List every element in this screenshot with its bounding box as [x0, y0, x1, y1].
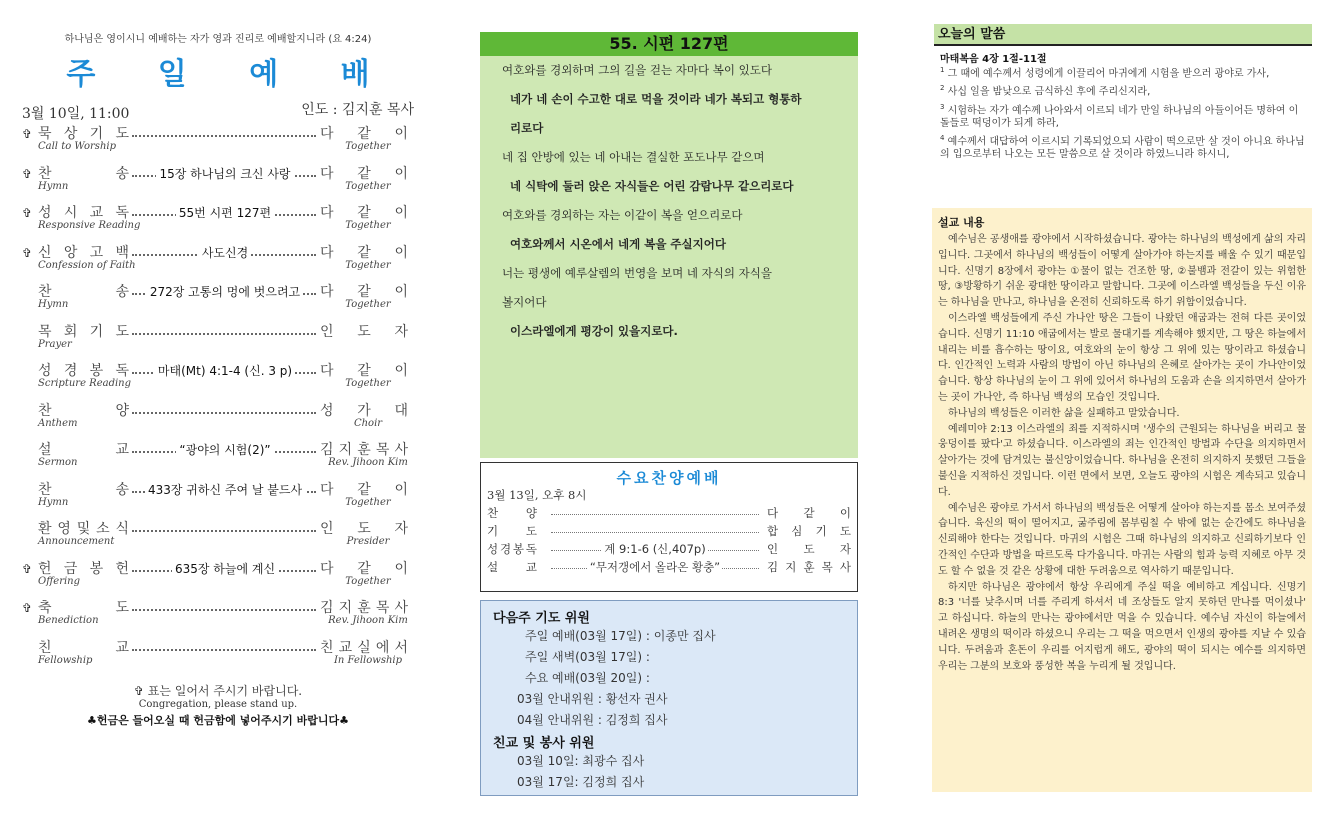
title-char: 회 [63, 323, 79, 340]
title-char: 독 [115, 205, 130, 221]
item-leader [320, 321, 408, 341]
title-char: 묵 [38, 126, 53, 142]
item-leader [320, 360, 408, 380]
item-title-korean [38, 281, 130, 301]
title-char: 찬 [38, 165, 53, 182]
responsive-reading-panel [480, 32, 858, 458]
item-detail [130, 283, 320, 301]
item-detail [130, 441, 320, 459]
leader-char: 도 [357, 323, 371, 340]
item-leader-english: Rev. Jihoon Kim [328, 615, 408, 626]
title-char: 설 [38, 442, 53, 458]
psalm-line: 네가 네 손이 수고한 대로 먹을 것이라 네가 복되고 형통하 [510, 92, 802, 106]
title-char: 및 [76, 521, 92, 537]
verse-number: 1 [940, 66, 945, 74]
item-title-english: Prayer [38, 338, 72, 350]
prayer-committee-heading: 다음주 기도 위원 [493, 611, 590, 626]
item-detail [130, 244, 320, 262]
title-char: 양 [115, 402, 130, 419]
leader-char: 훈 [803, 560, 815, 574]
psalm-line: 네 집 안방에 있는 네 아내는 결실한 포도나무 같으며 [502, 150, 765, 164]
todays-word-panel [934, 24, 1312, 163]
verse-text: 사십 일을 밤낮으로 금식하신 후에 주리신지라, [947, 86, 1151, 98]
title-char: 목 [38, 323, 53, 340]
item-title-korean [38, 558, 130, 578]
item-title-english: Hymn [38, 299, 69, 310]
wednesday-item-detail [551, 541, 759, 557]
cross-icon: ✞ [22, 601, 33, 615]
leader-char: 김 [320, 600, 334, 616]
item-title-korean [38, 163, 130, 183]
title-char: 봉 [89, 560, 105, 577]
title-char: 고 [89, 244, 105, 261]
leader-char: 도 [803, 542, 815, 556]
wednesday-service-panel [480, 462, 858, 592]
item-detail-text: 마태(Mt) 4:1-4 (신. 3 p) [155, 364, 295, 378]
item-title-korean [38, 439, 130, 459]
verse-text: 시험하는 자가 예수께 나아와서 이르되 네가 만일 하나님의 아들이어든 명하여 이 돌들로 떡덩이가 되게 하라, [940, 104, 1299, 129]
title-char: 앙 [63, 244, 79, 261]
item-title-english: Sermon [38, 457, 78, 468]
item-leader-english: Choir [353, 417, 383, 429]
leader-char: 같 [357, 363, 371, 379]
item-leader [320, 400, 408, 420]
wednesday-item-title [487, 541, 537, 557]
leader-char: 교 [338, 639, 353, 656]
title-char: 송 [115, 481, 130, 498]
item-title-english: Anthem [38, 417, 78, 429]
worship-order-list [18, 123, 418, 676]
service-info [18, 99, 418, 121]
prayer-duty-line: 수요 예배(03월 20일) : [525, 671, 650, 685]
leader-char: 도 [839, 524, 851, 538]
title-char: 시 [63, 205, 79, 221]
leader-char: 다 [320, 481, 334, 498]
worship-item [18, 163, 418, 203]
worship-item [18, 242, 418, 282]
title-char: 봉 [89, 363, 105, 379]
prayer-duty-line: 주일 새벽(03월 17일) : [525, 650, 650, 664]
leader-char: 다 [767, 506, 779, 520]
leader-char: 이 [394, 481, 408, 498]
title-char: 도 [115, 323, 130, 340]
item-leader [320, 202, 408, 222]
leader-char: 사 [394, 442, 408, 458]
leader-char: 이 [839, 506, 851, 520]
item-leader-english: Together [345, 220, 391, 231]
item-detail [130, 323, 320, 341]
item-leader-english: Together [345, 259, 391, 271]
item-detail-text: 55번 시편 127편 [176, 206, 274, 220]
title-char: 찬 [487, 506, 499, 520]
scripture-verse [934, 64, 1312, 82]
title-char: 영 [57, 521, 72, 537]
title-char: 헌 [38, 560, 53, 577]
title-char: 교 [115, 639, 130, 656]
leader-char: 자 [394, 323, 408, 340]
wednesday-item-title [487, 559, 537, 575]
wednesday-title: 수요찬양예배 [616, 469, 722, 487]
sermon-paragraph: 예레미야 2:13 이스라엘의 죄를 지적하시며 '생수의 근원되는 하나님을 버리고 물웅덩이를 팠다'고 하셨습니다. 이스라엘의 죄는 인간적인 방법과 수단을 의지하면서 살아가는 것에 담겨있는 불신앙이었습니다. 하나님을 온전히 의지하지 못했던 그들을 불신을 지적하신 것입니다. 이런 면에서 보면, 오늘도 광야의 시험은 계속되고 있습니다. [938, 423, 1306, 498]
wednesday-item-title [487, 523, 537, 539]
leader-char: 인 [767, 542, 779, 556]
psalm-line: 여호와를 경외하는 자는 이같이 복을 얻으리로다 [502, 208, 743, 222]
scripture-verse [934, 82, 1312, 100]
title-char: 도 [115, 126, 130, 142]
todays-word-title: 오늘의 말씀 [934, 24, 1312, 46]
item-detail-text: 15장 하나님의 크신 사랑 [156, 167, 293, 181]
leader-char: 목 [375, 442, 390, 458]
item-title-korean [38, 242, 130, 262]
title-char: 양 [525, 506, 537, 520]
service-leader: 인도 : 김지훈 목사 [301, 102, 414, 118]
leader-char: 서 [394, 639, 408, 656]
wednesday-item-leader [767, 505, 851, 521]
stand-note-english: Congregation, please stand up. [138, 699, 298, 710]
standing-notes [18, 682, 418, 728]
leader-char: 지 [785, 560, 797, 574]
item-detail-text: 사도신경 [199, 246, 251, 260]
leader-char: 지 [338, 600, 353, 616]
service-date: 3월 10일, 11:00 [22, 106, 130, 122]
cross-icon: ✞ [22, 561, 33, 576]
leader-char: 같 [803, 506, 815, 520]
item-leader [320, 597, 408, 617]
leader-char: 기 [815, 524, 827, 538]
psalm-line: 여호와께서 시온에서 네게 복을 주실지어다 [510, 237, 726, 251]
item-detail [130, 639, 320, 657]
leader-char: 목 [375, 600, 390, 616]
item-detail [130, 520, 320, 538]
fellowship-duty-line: 03월 10일: 최광수 집사 [517, 754, 645, 768]
item-detail [130, 599, 320, 617]
dotted-leader [551, 514, 759, 515]
title-char: 축 [38, 600, 53, 616]
item-leader [320, 518, 408, 538]
item-detail [130, 362, 320, 380]
item-title-english: Announcement [38, 536, 115, 547]
item-leader [320, 439, 408, 459]
title-char: 환 [38, 521, 53, 537]
verse-text: 예수께서 대답하여 이르시되 기록되었으되 사람이 떡으로만 살 것이 아니요 하나님의 입으로부터 나오는 모든 말씀으로 살 것이라 하였느니라 하시니, [940, 136, 1305, 161]
item-title-korean [38, 123, 130, 143]
item-leader-english: In Fellowship [333, 654, 403, 666]
leader-char: 같 [357, 560, 371, 577]
item-detail-text: 433장 귀하신 주여 날 붙드사 [145, 483, 305, 497]
wednesday-detail-text: “무저갱에서 올라온 황충” [589, 560, 721, 574]
leader-char: 훈 [357, 442, 371, 458]
title-char: 찬 [38, 284, 53, 300]
item-detail-text: 272장 고통의 멍에 벗으려고 [147, 285, 303, 299]
item-detail [130, 481, 320, 499]
leader-char: 자 [394, 521, 408, 537]
psalm-line: 리로다 [510, 121, 544, 135]
wednesday-detail-text: 계 9:1-6 (신,407p) [604, 542, 706, 556]
worship-item [18, 281, 418, 321]
sermon-summary-panel [932, 208, 1312, 792]
leader-char: 김 [767, 560, 779, 574]
item-title-english: Responsive Reading [38, 220, 141, 231]
item-title-english: Hymn [38, 180, 69, 192]
leader-char: 다 [320, 363, 334, 379]
leader-char: 성 [320, 402, 334, 419]
item-leader [320, 242, 408, 262]
title-char: 교 [115, 442, 130, 458]
item-leader-english: Together [345, 180, 391, 192]
worship-item [18, 558, 418, 598]
leader-char: 다 [320, 560, 334, 577]
item-leader [320, 123, 408, 143]
cross-icon: ✞ [22, 206, 33, 220]
psalm-line: 네 식탁에 둘러 앉은 자식들은 어린 감람나무 같으리로다 [510, 179, 794, 193]
item-detail [130, 125, 320, 143]
fellowship-committee-heading: 친교 및 봉사 위원 [493, 736, 595, 751]
leader-char: 이 [394, 560, 408, 577]
verse-number: 3 [940, 102, 945, 111]
title-char: 기 [89, 323, 105, 340]
psalm-title: 55. 시편 127편 [480, 32, 858, 56]
title-char: 기 [89, 126, 105, 142]
leader-char: 인 [320, 323, 334, 340]
title-char: 찬 [38, 402, 53, 419]
page-title: 주 일 예 배 [66, 57, 396, 92]
leader-char: 합 [767, 524, 779, 538]
leader-char: 대 [394, 402, 408, 419]
title-char: 독 [525, 542, 537, 556]
item-detail [130, 165, 320, 183]
item-leader [320, 163, 408, 183]
wednesday-order-list [487, 505, 851, 577]
wednesday-item-leader [767, 559, 851, 575]
leader-char: 이 [394, 284, 408, 300]
leader-char: 친 [320, 639, 334, 656]
title-char: 독 [115, 363, 130, 379]
item-leader [320, 281, 408, 301]
item-title-english: Fellowship [38, 654, 93, 666]
title-char: 교 [525, 560, 537, 574]
worship-item [18, 400, 418, 440]
item-title-english: Hymn [38, 496, 69, 508]
title-char: 송 [115, 284, 130, 300]
title-char: 백 [115, 244, 130, 261]
wednesday-item [487, 523, 851, 541]
prayer-committee-list [493, 627, 857, 732]
wednesday-item-leader [767, 541, 851, 557]
scripture-verse [934, 101, 1312, 132]
title-char: 성 [38, 205, 53, 221]
title-char: 경 [499, 542, 512, 556]
item-leader-english: Together [345, 575, 391, 587]
title-char: 기 [487, 524, 499, 538]
leader-char: 같 [357, 244, 371, 261]
title-char: 금 [63, 560, 79, 577]
wednesday-item-title [487, 505, 537, 521]
psalm-line: 이스라엘에게 평강이 있을지로다. [510, 324, 678, 338]
leader-char: 이 [394, 205, 408, 221]
sunday-worship-panel [18, 30, 418, 800]
offering-note: ♣헌금은 들어오실 때 헌금함에 넣어주시기 바랍니다♣ [86, 714, 349, 727]
wednesday-date: 3월 13일, 오후 8시 [487, 488, 587, 502]
item-detail-text: “광야의 시험(2)” [176, 443, 273, 457]
item-detail [130, 560, 320, 578]
prayer-duty-line: 주일 예배(03월 17일) : 이종만 집사 [525, 629, 716, 643]
item-leader [320, 637, 408, 657]
worship-item [18, 202, 418, 242]
title-char: 식 [115, 521, 130, 537]
title-char: 신 [38, 244, 53, 261]
title-char: 도 [525, 524, 537, 538]
cross-icon: ✞ [22, 245, 33, 260]
item-detail [130, 402, 320, 420]
leader-char: 실 [357, 639, 371, 656]
leader-char: 가 [357, 402, 371, 419]
leader-char: 다 [320, 284, 334, 300]
scripture-verses [934, 64, 1312, 163]
wednesday-item-leader [767, 523, 851, 539]
item-leader [320, 558, 408, 578]
item-title-english: Offering [38, 575, 81, 587]
verse-number: 4 [940, 133, 945, 142]
cross-icon: ✞ [22, 166, 33, 181]
leader-char: 지 [338, 442, 353, 458]
title-char: 친 [38, 639, 53, 656]
item-title-english: Confession of Faith [38, 259, 136, 271]
title-char: 봉 [512, 542, 525, 556]
item-leader-english: Together [345, 496, 391, 508]
leader-char: 같 [357, 165, 371, 182]
wednesday-item [487, 505, 851, 523]
fellowship-committee-list [493, 752, 857, 794]
leader-char: 김 [320, 442, 334, 458]
cross-icon: ✞ [22, 127, 33, 141]
wednesday-item [487, 541, 851, 559]
fellowship-duty-line: 03월 17일: 김정희 집사 [517, 775, 645, 789]
worship-item [18, 518, 418, 558]
dotted-leader [551, 532, 759, 533]
wednesday-item [487, 559, 851, 577]
leader-char: 사 [394, 600, 408, 616]
title-char: 찬 [38, 481, 53, 498]
psalm-line: 너는 평생에 예루살렘의 번영을 보며 네 자식의 자식을 [502, 266, 772, 280]
prayer-duty-line: 03월 안내위원 : 황선자 권사 [517, 692, 668, 706]
leader-char: 다 [320, 244, 334, 261]
leader-char: 다 [320, 205, 334, 221]
sermon-paragraph: 하나님의 백성들은 이러한 삶을 실패하고 말았습니다. [948, 407, 1180, 419]
title-char: 헌 [115, 560, 130, 577]
header-verse: 하나님은 영이시니 예배하는 자가 영과 진리로 예배할지니라 (요 4:24) [64, 34, 372, 45]
stand-note-korean: ✞ 표는 일어서 주시기 바랍니다. [133, 684, 303, 698]
worship-item [18, 321, 418, 361]
leader-char: 이 [394, 363, 408, 379]
title-char: 성 [487, 542, 499, 556]
item-title-korean [38, 479, 130, 499]
item-leader-english: Together [345, 378, 391, 389]
leader-char: 도 [357, 521, 371, 537]
leader-char: 사 [839, 560, 851, 574]
duty-committee-panel [480, 600, 858, 796]
worship-item [18, 360, 418, 400]
item-title-english: Scripture Reading [38, 378, 132, 389]
prayer-duty-line: 04월 안내위원 : 김정희 집사 [517, 713, 668, 727]
sermon-paragraphs [938, 232, 1306, 674]
item-title-korean [38, 637, 130, 657]
item-detail [130, 204, 320, 222]
item-title-korean [38, 202, 130, 222]
item-leader [320, 479, 408, 499]
item-title-korean [38, 597, 130, 617]
leader-char: 자 [839, 542, 851, 556]
worship-item [18, 123, 418, 163]
item-title-korean [38, 518, 130, 538]
psalm-lines [480, 56, 858, 352]
wednesday-item-detail [551, 559, 759, 575]
leader-char: 이 [394, 126, 408, 142]
item-title-korean [38, 360, 130, 380]
leader-char: 같 [357, 481, 371, 498]
title-char: 경 [63, 363, 79, 379]
title-char: 설 [487, 560, 499, 574]
leader-char: 훈 [357, 600, 371, 616]
worship-item [18, 597, 418, 637]
item-title-korean [38, 400, 130, 420]
psalm-line: 여호와를 경외하며 그의 길을 걷는 자마다 복이 있도다 [502, 63, 772, 77]
leader-char: 인 [320, 521, 334, 537]
item-title-english: Benediction [38, 615, 99, 626]
item-leader-english: Presider [346, 536, 390, 547]
title-char: 송 [115, 165, 130, 182]
leader-char: 같 [357, 126, 371, 142]
leader-char: 목 [821, 560, 833, 574]
leader-char: 에 [375, 639, 390, 656]
sermon-paragraph: 이스라엘 백성들에게 주신 가나안 땅은 그들이 나왔던 애굽과는 전혀 다른 곳이었습니다. 신명기 11:10 애굽에서는 발로 물대기를 계속해야 했지만, 그 땅은 하늘에서 내리는 비를 흡수하는 땅이요, 여호와의 눈이 항상 그 위에 있는 땅이라고 하셨습니다. 인간적인 노력과 사람의 방법이 아닌 하나님의 은혜로 살아가는 곳이 가나안이었습니다. 항상 하나님의 눈이 그 위에 있어서 하나님의 도움과 손을 의지하면서 살아가는 곳이 가나안, 즉 하나님 백성의 모습인 것입니다. [938, 312, 1306, 403]
verse-number: 2 [940, 84, 945, 93]
leader-char: 다 [320, 126, 334, 142]
title-char: 상 [63, 126, 79, 142]
verse-text: 그 때에 예수께서 성령에게 이끌리어 마귀에게 시험을 받으러 광야로 가사, [947, 68, 1270, 80]
sermon-paragraph: 예수님은 광야로 가서서 하나님의 백성들은 어떻게 살아야 하는지를 몸소 보여주셨습니다. 육신의 떡이 떨어지고, 굶주림에 몸부림칠 수 밖에 없는 순간에도 하나님을 신뢰해야 한다는 것입니다. 마귀의 시험은 그때 하나님의 의지하고 신뢰하기보다 인간적인 수단과 방법을 따르도록 다가옵니다. 마귀는 사람의 힘과 능력 지혜로 아무 것도 할 수 없을 것 같은 상황에 대한 두려움으로 역사하기 때문입니다. [938, 502, 1306, 577]
title-char: 소 [96, 521, 111, 537]
item-leader-english: Together [345, 141, 391, 152]
title-char: 교 [89, 205, 105, 221]
sermon-paragraph: 예수님은 공생애를 광야에서 시작하셨습니다. 광야는 하나님의 백성에게 삶의 자리입니다. 그곳에서 하나님의 백성들이 어떻게 살아가야 하는지를 배울 수 있기 때문입니다. 신명기 8장에서 광야는 ①물이 없는 건조한 땅, ②불뱀과 전갈이 있는 위험한 땅, ③방황하기 쉬운 광대한 땅이라고 말합니다. 그곳에 이스라엘 백성들을 두신 이유는 하나님을 만나고, 하나님을 온전히 신뢰하도록 하기 위함이었습니다. [938, 234, 1306, 309]
scripture-verse [934, 132, 1312, 163]
leader-char: 심 [791, 524, 803, 538]
leader-char: 이 [394, 244, 408, 261]
sermon-paragraph: 하지만 하나님은 광야에서 항상 우리에게 주실 떡을 예비하고 계십니다. 신명기 8:3 '너를 낮추시며 너를 주리게 하셔서 네 조상들도 알지 못하던 만나를 먹이셨나' 고 하십니다. 하늘의 만나는 광야에서만 먹을 수 있습니다. 예수님 자신이 하늘에서 내려온 생명의 떡이라 하셨으니 우리는 그 떡을 먹으면서 인생의 광야를 지날 수 있습니다. 두려움과 혼돈이 우리를 어지럽게 해도, 광야의 떡이 되시는 예수를 의지하면 우리는 그분의 보호와 풍성한 복을 누리게 될 것입니다. [938, 581, 1306, 672]
title-char: 도 [115, 600, 130, 616]
leader-char: 이 [394, 165, 408, 182]
worship-item [18, 479, 418, 519]
sermon-summary-title: 설교 내용 [938, 216, 985, 229]
title-char: 성 [38, 363, 53, 379]
item-title-korean [38, 321, 130, 341]
item-leader-english: Together [345, 299, 391, 310]
leader-char: 다 [320, 165, 334, 182]
psalm-line: 볼지어다 [502, 295, 547, 309]
worship-item [18, 439, 418, 479]
item-leader-english: Rev. Jihoon Kim [328, 457, 408, 468]
leader-char: 같 [357, 284, 371, 300]
item-title-english: Call to Worship [38, 141, 116, 152]
worship-item [18, 637, 418, 677]
leader-char: 같 [357, 205, 371, 221]
item-detail-text: 635장 하늘에 계신 [172, 562, 278, 576]
scripture-reference: 마태복음 4장 1절-11절 [940, 54, 1047, 65]
